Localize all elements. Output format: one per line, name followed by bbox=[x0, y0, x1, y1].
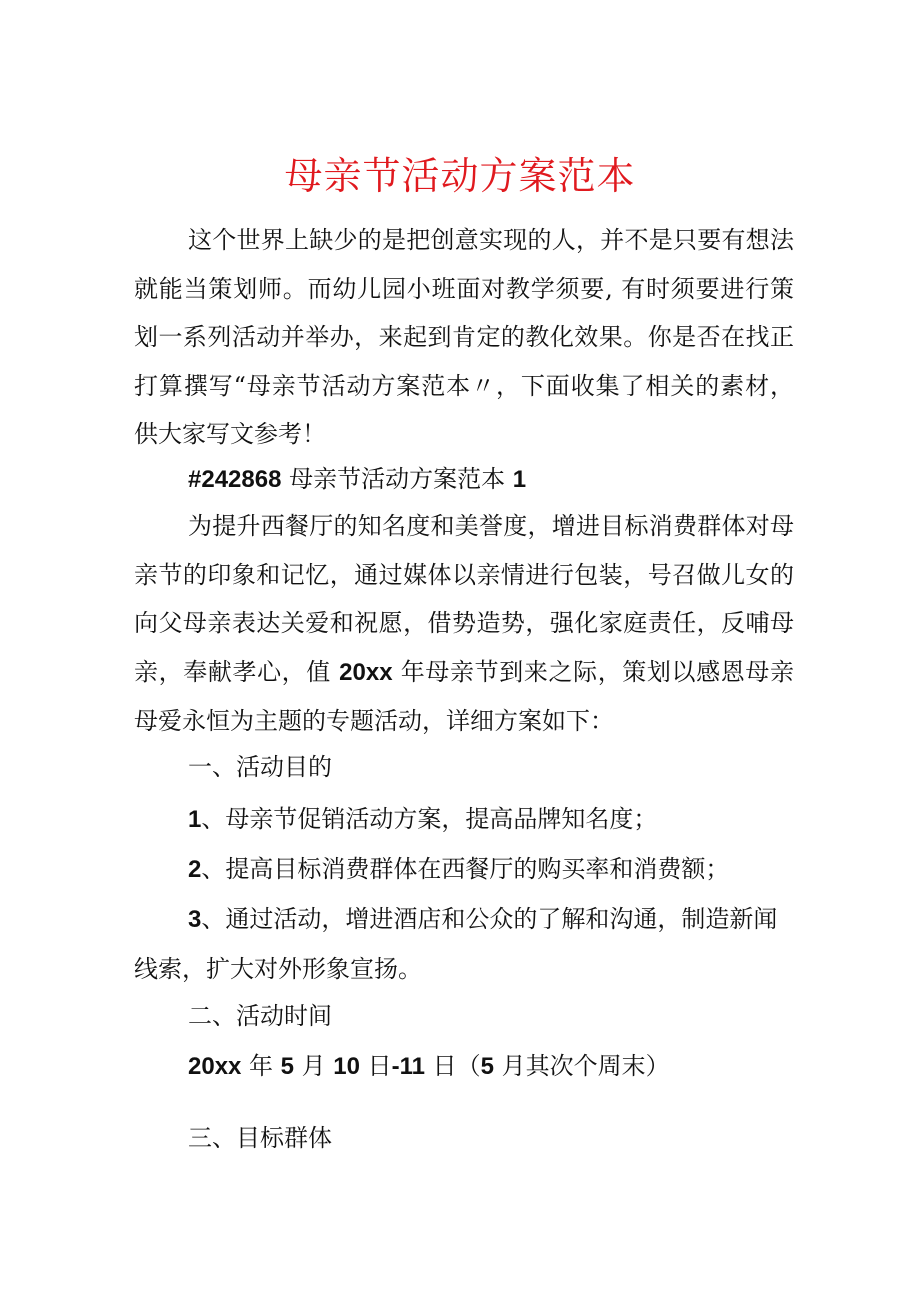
time-month-note: 5 bbox=[480, 1053, 494, 1080]
body-part-1: 为提升西餐厅的知名度和美誉度，增进目标消费群体对母亲节的印象和记忆，通过媒体以亲情进行包装，号召做儿女的向父母亲表达关爱和祝愿，借势造势，强化家庭责任，反哺母亲，奉献孝心，值 bbox=[134, 512, 794, 686]
section-heading-text: 母亲节活动方案范本 bbox=[281, 465, 513, 493]
section-heading-suffix: 1 bbox=[512, 466, 527, 493]
time-text: 月 bbox=[294, 1052, 334, 1080]
time-month: 5 bbox=[280, 1053, 295, 1080]
section-number: #242868 bbox=[188, 466, 282, 493]
time-text: 月其次个周末） bbox=[494, 1052, 670, 1080]
goal-number: 3 bbox=[188, 906, 202, 933]
intro-paragraph: 这个世界上缺少的是把创意实现的人，并不是只要有想法就能当策划师。而幼儿园小班面对教学须要, 有时须要进行策划一系列活动并举办，来起到肯定的教化效果。你是否在找正打算撰写“母亲节活动方案范本〃，下面收集了相关的素材，供大家写文参考！ bbox=[134, 226, 794, 448]
activity-time bbox=[188, 1042, 670, 1091]
goal-text: 、母亲节促销活动方案，提高品牌知名度； bbox=[201, 805, 658, 833]
goal-item bbox=[134, 895, 794, 993]
document-title: 母亲节活动方案范本 bbox=[284, 154, 636, 198]
goal-item bbox=[188, 845, 729, 894]
time-text: 年 bbox=[241, 1052, 281, 1080]
body-paragraph bbox=[134, 502, 794, 746]
goal-text: 、通过活动，增进酒店和公众的了解和沟通，制造新闻线索，扩大对外形象宣扬。 bbox=[134, 905, 778, 983]
heading-activity-goals: 一、活动目的 bbox=[188, 753, 332, 781]
time-text: 日 bbox=[359, 1052, 392, 1080]
time-text: 日（ bbox=[425, 1052, 481, 1080]
body-part-2: 年母亲节到来之际，策划以感恩母亲母爱永恒为主题的专题活动，详细方案如下： bbox=[134, 657, 794, 735]
time-day-end: -11 bbox=[391, 1053, 425, 1080]
time-day-start: 10 bbox=[333, 1053, 360, 1080]
time-year: 20xx bbox=[188, 1053, 242, 1080]
section-heading bbox=[188, 455, 526, 504]
goal-text: 、提高目标消费群体在西餐厅的购买率和消费额； bbox=[201, 855, 730, 883]
heading-activity-time: 二、活动时间 bbox=[188, 1002, 332, 1030]
goal-number: 2 bbox=[188, 856, 202, 883]
goal-item bbox=[188, 795, 657, 844]
body-year: 20xx bbox=[339, 658, 393, 686]
heading-target-group: 三、目标群体 bbox=[188, 1124, 332, 1152]
goal-number: 1 bbox=[188, 806, 202, 833]
